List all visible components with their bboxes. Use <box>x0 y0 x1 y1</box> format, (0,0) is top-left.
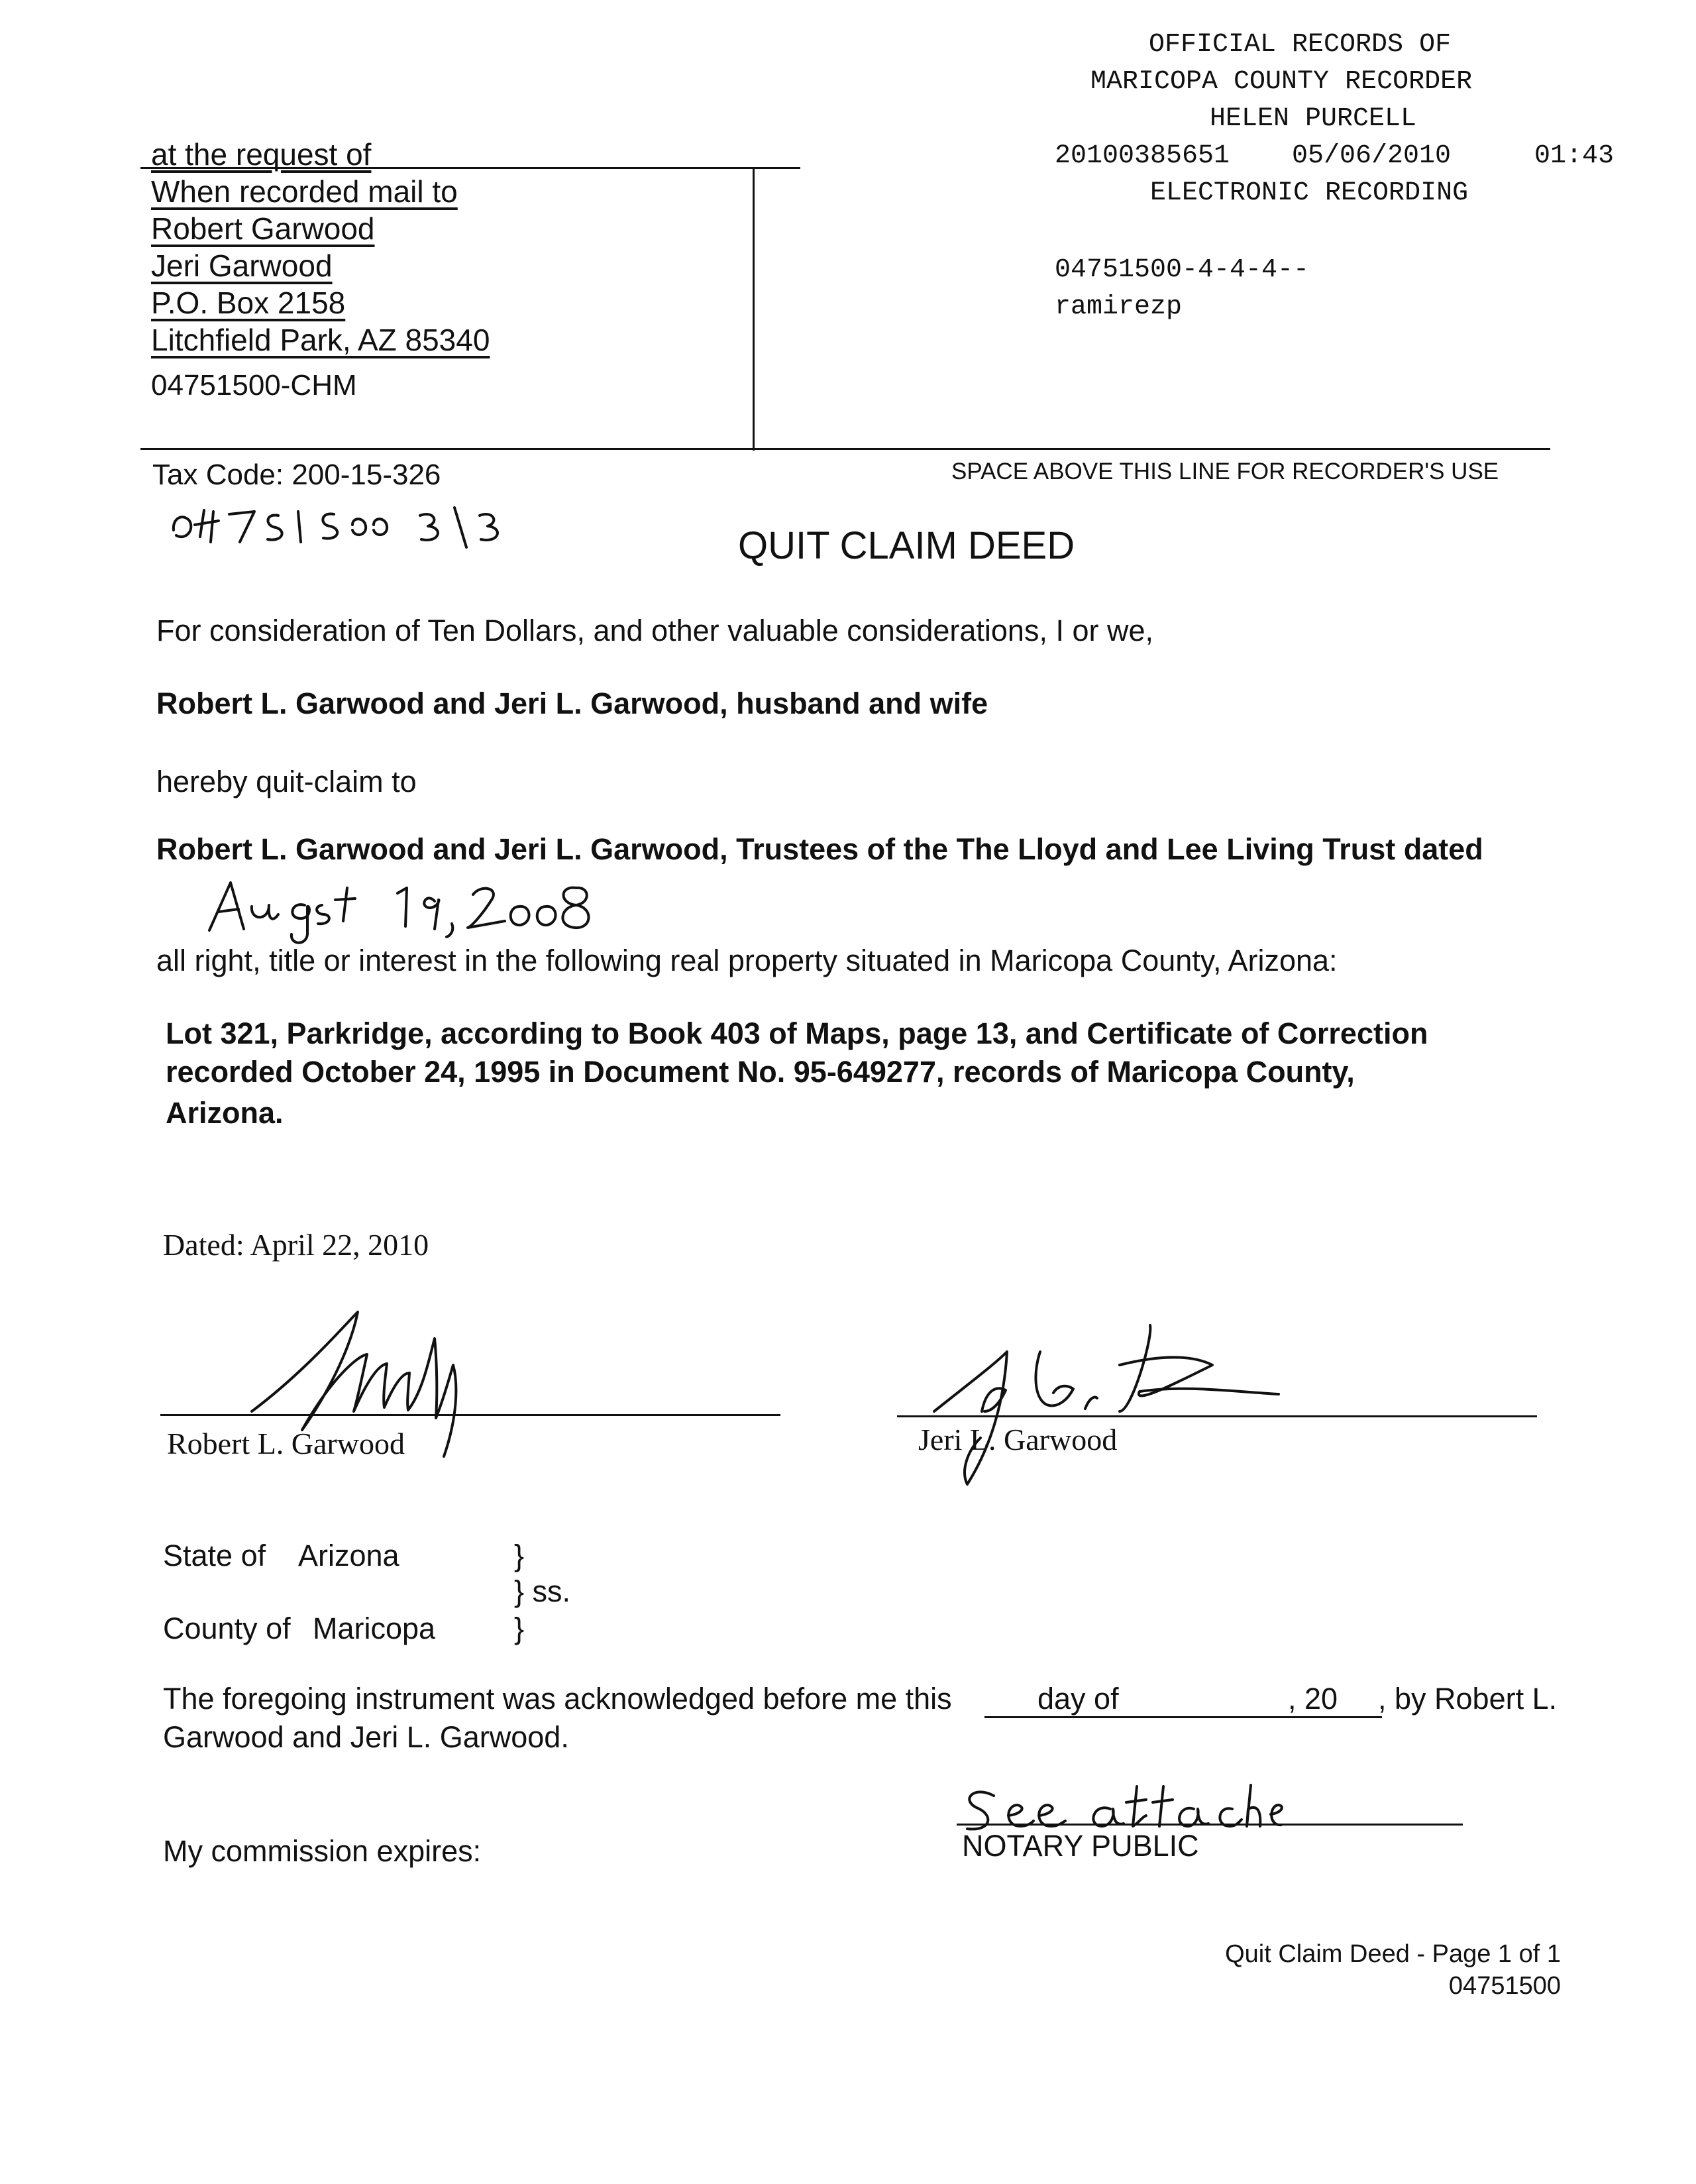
dated: Dated: April 22, 2010 <box>163 1228 429 1262</box>
signer-jeri-name: Jeri L. Garwood <box>918 1423 1118 1456</box>
mail-name-1: Robert Garwood <box>151 211 375 246</box>
grantees: Robert L. Garwood and Jeri L. Garwood, Trustees of the The Lloyd and Lee Living Trust dated <box>156 832 1483 866</box>
mail-to-label: When recorded mail to <box>151 174 458 209</box>
notary-label: NOTARY PUBLIC <box>962 1829 1199 1863</box>
state-label: State of <box>163 1539 266 1572</box>
grantors: Robert L. Garwood and Jeri L. Garwood, husband and wife <box>156 686 988 720</box>
state-value: Arizona <box>298 1539 399 1572</box>
handwritten-reference <box>166 498 537 558</box>
acknowledgment-day-of: day of <box>1037 1682 1119 1716</box>
acknowledgment-text: The foregoing instrument was acknowledged before me this <box>163 1682 952 1716</box>
mail-ref: 04751500-CHM <box>151 369 357 402</box>
footer-ref: 04751500 <box>1448 1972 1561 2000</box>
acknowledgment-year: , 20 <box>1288 1682 1338 1716</box>
signature-jeri <box>921 1312 1279 1491</box>
recorder-county: MARICOPA COUNTY RECORDER <box>1090 67 1473 97</box>
county-value: Maricopa <box>313 1611 436 1645</box>
venue-brace-1: } <box>514 1539 525 1572</box>
quitclaim-to: hereby quit-claim to <box>156 765 417 798</box>
tax-code: Tax Code: 200-15-326 <box>152 459 441 491</box>
recorder-name: HELEN PURCELL <box>1210 104 1417 134</box>
recorder-use-line <box>140 448 1550 450</box>
mail-address-1: P.O. Box 2158 <box>151 286 346 320</box>
footer-page: Quit Claim Deed - Page 1 of 1 <box>1225 1940 1561 1968</box>
recording-clerk: ramirezp <box>1055 292 1183 322</box>
acknowledgment-date-line <box>984 1716 1382 1718</box>
document-title: QUIT CLAIM DEED <box>738 524 1075 567</box>
signature-line-robert <box>160 1414 780 1416</box>
commission-expires: My commission expires: <box>163 1834 482 1868</box>
signature-line-jeri <box>897 1415 1537 1417</box>
venue-brace-2: } <box>514 1611 525 1645</box>
legal-description-3: Arizona. <box>166 1096 284 1130</box>
mail-address-2: Litchfield Park, AZ 85340 <box>151 323 490 357</box>
request-label: at the request of <box>151 137 372 172</box>
recording-type: ELECTRONIC RECORDING <box>1150 178 1469 208</box>
acknowledgment-by: , by Robert L. <box>1378 1682 1558 1716</box>
property-intro: all right, title or interest in the following real property situated in Maricopa County, Arizona: <box>156 944 1338 977</box>
acknowledgment-names: Garwood and Jeri L. Garwood. <box>163 1720 569 1754</box>
mailing-address-box <box>140 137 755 451</box>
consideration-text: For consideration of Ten Dollars, and other valuable considerations, I or we, <box>156 614 1153 647</box>
recording-time: 01:43 <box>1534 141 1615 171</box>
recording-code: 04751500-4-4-4-- <box>1055 255 1310 285</box>
recorder-use-label: SPACE ABOVE THIS LINE FOR RECORDER'S USE <box>951 459 1499 484</box>
recording-date: 05/06/2010 <box>1292 141 1452 171</box>
notary-line <box>957 1824 1463 1826</box>
venue-ss: } ss. <box>514 1574 571 1608</box>
legal-description-2: recorded October 24, 1995 in Document No. 95-649277, records of Maricopa County, <box>166 1055 1355 1089</box>
recording-number: 20100385651 <box>1055 141 1230 171</box>
mail-name-2: Jeri Garwood <box>151 248 333 283</box>
county-label: County of <box>163 1611 291 1645</box>
legal-description-1: Lot 321, Parkridge, according to Book 403 of Maps, page 13, and Certificate of Correction <box>166 1016 1428 1050</box>
recorder-office-title: OFFICIAL RECORDS OF <box>1149 30 1452 60</box>
handwritten-trust-date <box>205 873 603 946</box>
signer-robert-name: Robert L. Garwood <box>167 1427 405 1460</box>
